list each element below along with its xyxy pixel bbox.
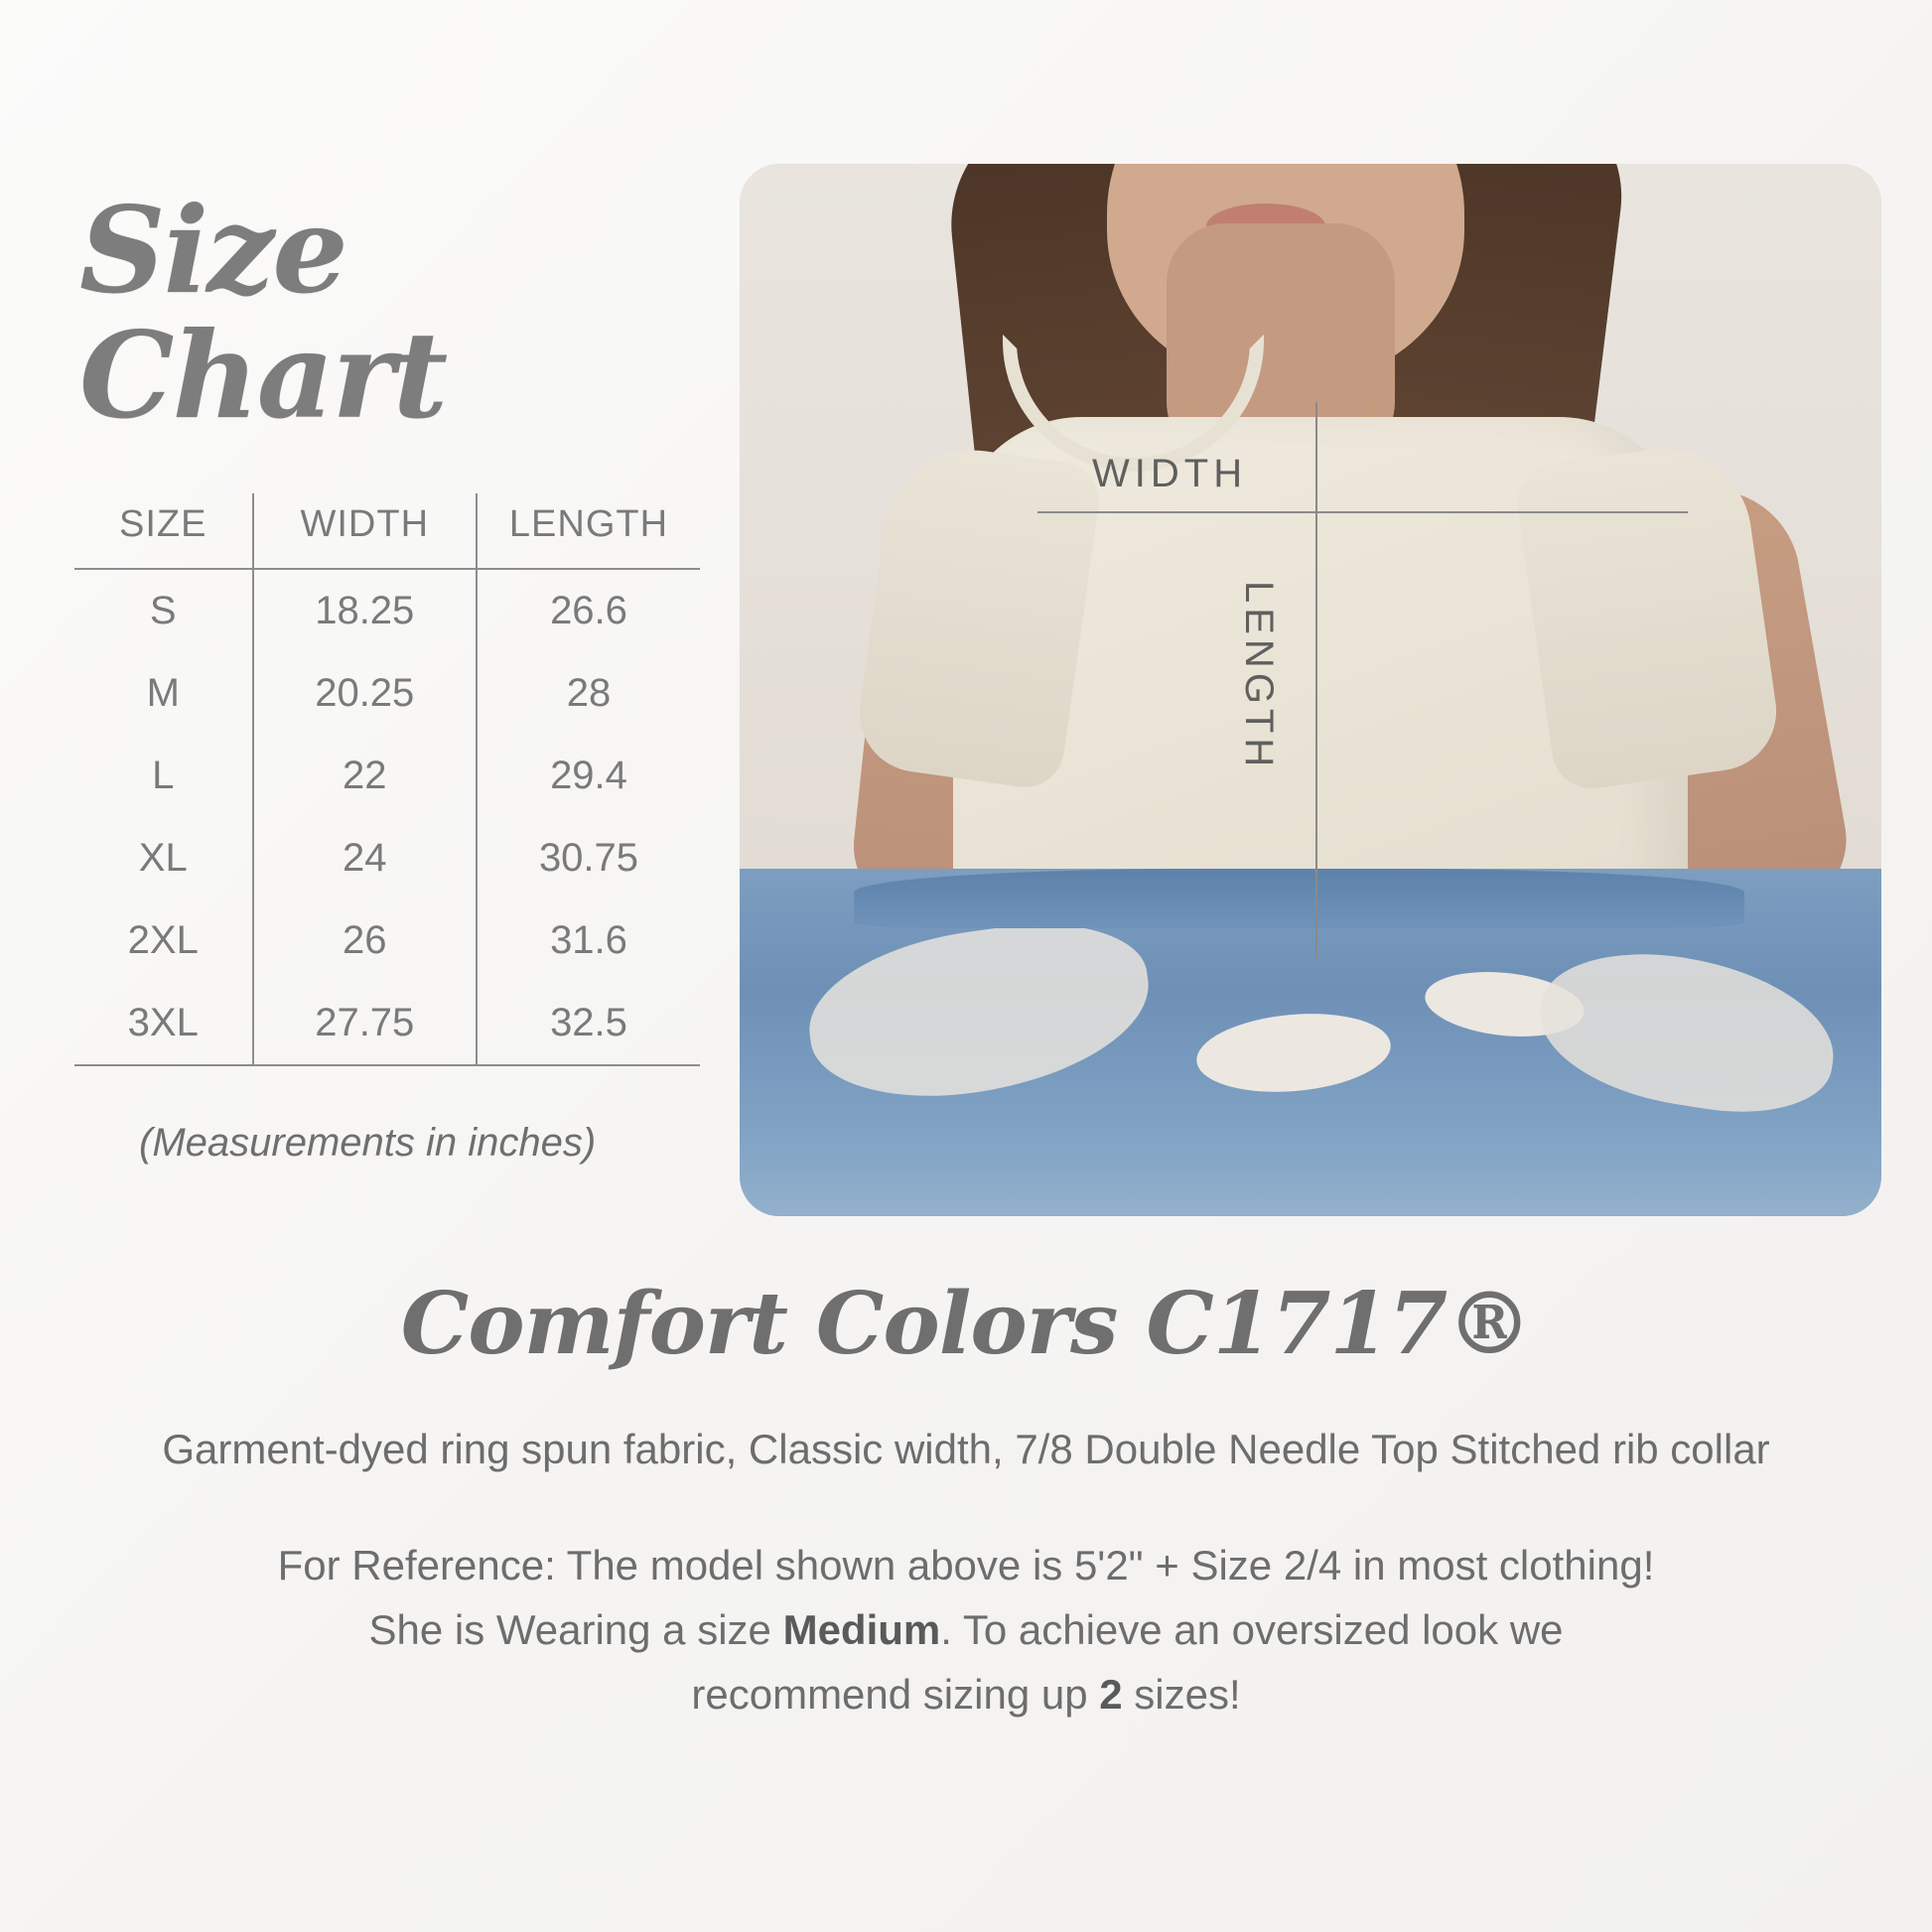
cell-size: 2XL	[74, 899, 253, 982]
reference-line-3-pre: recommend sizing up	[691, 1671, 1100, 1719]
table-row	[74, 817, 700, 899]
cell-width: 20.25	[253, 652, 477, 735]
length-measure-label: LENGTH	[1237, 581, 1281, 772]
footer-text	[0, 1236, 1932, 1726]
jeans-waistband	[854, 869, 1744, 928]
reference-line-2-post: . To achieve an oversized look we	[940, 1606, 1564, 1654]
table-header-row	[74, 493, 700, 569]
width-measure-label: WIDTH	[1092, 452, 1248, 495]
reference-size: Medium	[782, 1606, 941, 1654]
cell-length: 31.6	[550, 918, 627, 962]
model-photo	[740, 164, 1881, 1216]
cell-length: 28	[566, 671, 612, 715]
jeans-rip	[1422, 965, 1587, 1043]
page-title: Size Chart	[79, 181, 447, 446]
cell-size: XL	[74, 817, 253, 899]
brand-name: Comfort Colors C1717®	[400, 1274, 1532, 1374]
cell-width: 26	[253, 899, 477, 982]
reference-line-2-pre: She is Wearing a size	[368, 1606, 783, 1654]
reference-line-1: For Reference: The model shown above is 5'2" + Size 2/4 in most clothing!	[277, 1542, 1655, 1588]
size-table-head	[74, 493, 700, 569]
size-table-body	[74, 569, 700, 1065]
table-row	[74, 735, 700, 817]
cell-width: 18.25	[253, 569, 477, 652]
cell-size: M	[74, 652, 253, 735]
cell-width: 27.75	[253, 982, 477, 1065]
column-header-size: SIZE	[74, 493, 253, 569]
table-row	[74, 982, 700, 1065]
reference-count: 2	[1099, 1671, 1123, 1719]
column-header-length: LENGTH	[508, 503, 669, 545]
cell-size: 3XL	[74, 982, 253, 1065]
measurement-note: (Measurements in inches)	[139, 1121, 597, 1165]
size-chart-panel	[40, 181, 735, 1166]
jeans-rip	[1193, 1007, 1393, 1100]
cell-length: 29.4	[550, 754, 627, 797]
cell-width: 24	[253, 817, 477, 899]
table-row	[74, 652, 700, 735]
cell-length: 32.5	[477, 982, 700, 1065]
reference-note	[0, 1533, 1932, 1726]
reference-line-3-post: sizes!	[1122, 1671, 1241, 1719]
cell-size: L	[74, 735, 253, 817]
size-table	[74, 493, 700, 1066]
length-measure-line	[1315, 402, 1317, 958]
column-header-width: WIDTH	[253, 493, 477, 569]
cell-size: S	[74, 569, 253, 652]
table-row	[74, 899, 700, 982]
cell-length: 26.6	[550, 589, 627, 632]
cell-length: 30.75	[538, 836, 639, 880]
cell-width: 22	[253, 735, 477, 817]
photo-inner	[740, 164, 1881, 1216]
table-row	[74, 569, 700, 652]
model-jeans	[740, 869, 1881, 1216]
width-measure-line	[1037, 511, 1688, 513]
fabric-description: Garment-dyed ring spun fabric, Classic width, 7/8 Double Needle Top Stitched rib collar	[162, 1426, 1770, 1472]
